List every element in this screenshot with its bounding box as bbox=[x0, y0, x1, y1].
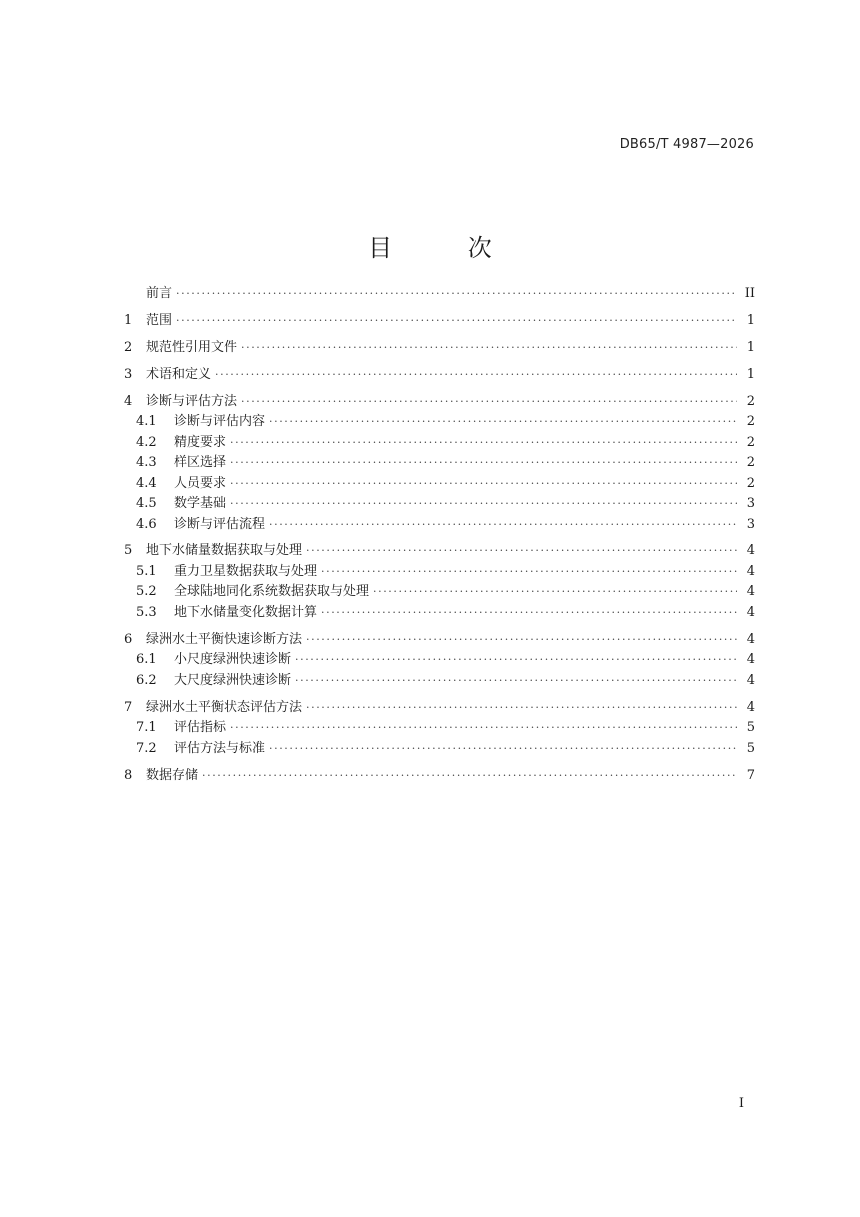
toc-entry[interactable] bbox=[124, 392, 755, 413]
toc-entry-label: 术语和定义 bbox=[146, 366, 212, 382]
toc-entry-page: II bbox=[744, 286, 755, 301]
toc-leader-dots bbox=[176, 311, 737, 332]
toc-leader-dots bbox=[373, 582, 737, 603]
toc-entry-page: 4 bbox=[746, 631, 755, 647]
toc-entry-page: 1 bbox=[746, 366, 755, 382]
toc-entry-page: 1 bbox=[746, 312, 755, 328]
toc-entry-label: 诊断与评估内容 bbox=[174, 414, 266, 430]
toc-entry[interactable] bbox=[124, 453, 755, 474]
toc-entry-page: 4 bbox=[746, 584, 755, 600]
toc-entry[interactable] bbox=[124, 541, 755, 562]
toc-leader-dots bbox=[306, 630, 737, 651]
toc-entry-label: 数据存储 bbox=[146, 767, 199, 783]
toc-entry[interactable] bbox=[124, 311, 755, 332]
toc-leader-dots bbox=[241, 392, 737, 413]
toc-entry[interactable] bbox=[124, 338, 755, 359]
toc-entry-number: 6 bbox=[124, 631, 133, 647]
toc-entry-label: 评估指标 bbox=[174, 720, 227, 736]
toc-entry-label: 小尺度绿洲快速诊断 bbox=[174, 652, 292, 668]
toc-entry-page: 1 bbox=[746, 339, 755, 355]
toc-leader-dots bbox=[269, 739, 737, 760]
toc-entry[interactable] bbox=[124, 412, 755, 433]
toc-entry-page: 3 bbox=[746, 496, 755, 512]
toc-leader-dots bbox=[321, 603, 737, 624]
toc-entry-label: 前言 bbox=[146, 286, 173, 301]
toc-entry[interactable] bbox=[124, 365, 755, 386]
toc-entry-number: 8 bbox=[124, 767, 133, 783]
toc-entry-label: 绿洲水土平衡状态评估方法 bbox=[146, 699, 303, 715]
toc-entry[interactable] bbox=[124, 433, 755, 454]
toc-entry[interactable] bbox=[124, 766, 755, 787]
toc-entry-label: 重力卫星数据获取与处理 bbox=[174, 563, 318, 579]
document-code: DB65/T 4987—2026 bbox=[619, 137, 754, 152]
toc-entry-page: 4 bbox=[746, 652, 755, 668]
toc-entry-label: 诊断与评估流程 bbox=[174, 516, 266, 532]
toc-entry-label: 精度要求 bbox=[174, 434, 227, 450]
toc-entry-number: 5.3 bbox=[136, 604, 157, 620]
toc-entry-page: 4 bbox=[746, 699, 755, 715]
toc-entry-page: 2 bbox=[746, 393, 755, 409]
toc-entry-label: 数学基础 bbox=[174, 496, 227, 512]
toc-entry-number: 7 bbox=[124, 699, 133, 715]
toc-entry[interactable] bbox=[124, 515, 755, 536]
toc-entry-number: 5.2 bbox=[136, 584, 157, 600]
footer-page-number: I bbox=[738, 1096, 744, 1111]
toc-entry-number: 7.1 bbox=[136, 720, 157, 736]
toc-entry[interactable] bbox=[124, 718, 755, 739]
toc-leader-dots bbox=[215, 365, 737, 386]
toc-entry[interactable] bbox=[124, 494, 755, 515]
toc-leader-dots bbox=[176, 284, 737, 305]
toc-entry[interactable] bbox=[124, 630, 755, 651]
toc-entry[interactable] bbox=[124, 739, 755, 760]
toc-leader-dots bbox=[269, 412, 737, 433]
toc-entry-page: 3 bbox=[746, 516, 755, 532]
toc-entry-number: 4.2 bbox=[136, 434, 157, 450]
toc-entry-number: 3 bbox=[124, 366, 133, 382]
toc-entry-page: 2 bbox=[746, 455, 755, 471]
toc-leader-dots bbox=[202, 766, 737, 787]
toc-entry-label: 评估方法与标准 bbox=[174, 740, 266, 756]
toc-leader-dots bbox=[230, 433, 737, 454]
toc-leader-dots bbox=[306, 541, 737, 562]
toc-entry-number: 6.2 bbox=[136, 672, 157, 688]
toc-entry-page: 4 bbox=[746, 543, 755, 559]
toc-entry[interactable] bbox=[124, 650, 755, 671]
toc-entry-label: 绿洲水土平衡快速诊断方法 bbox=[146, 631, 303, 647]
table-of-contents bbox=[124, 284, 755, 786]
toc-entry-label: 地下水储量数据获取与处理 bbox=[146, 543, 303, 559]
toc-leader-dots bbox=[230, 718, 737, 739]
toc-leader-dots bbox=[230, 453, 737, 474]
toc-entry-label: 人员要求 bbox=[174, 475, 227, 491]
toc-leader-dots bbox=[321, 562, 737, 583]
toc-leader-dots bbox=[295, 650, 737, 671]
toc-entry-label: 地下水储量变化数据计算 bbox=[174, 604, 318, 620]
toc-leader-dots bbox=[295, 671, 737, 692]
toc-entry[interactable] bbox=[124, 698, 755, 719]
toc-entry-page: 4 bbox=[746, 563, 755, 579]
toc-entry-number: 2 bbox=[124, 339, 133, 355]
toc-entry-number: 4 bbox=[124, 393, 133, 409]
toc-entry-label: 样区选择 bbox=[174, 455, 227, 471]
toc-entry-number: 7.2 bbox=[136, 740, 157, 756]
toc-leader-dots bbox=[241, 338, 737, 359]
toc-entry-label: 诊断与评估方法 bbox=[146, 393, 238, 409]
toc-entry-number: 4.4 bbox=[136, 475, 157, 491]
toc-entry-number: 1 bbox=[124, 312, 133, 328]
toc-entry[interactable] bbox=[124, 671, 755, 692]
toc-leader-dots bbox=[230, 474, 737, 495]
toc-entry-page: 4 bbox=[746, 672, 755, 688]
toc-entry-label: 范围 bbox=[146, 312, 173, 328]
toc-entry-label: 大尺度绿洲快速诊断 bbox=[174, 672, 292, 688]
toc-entry-number: 4.3 bbox=[136, 455, 157, 471]
toc-entry-page: 5 bbox=[746, 720, 755, 736]
toc-entry[interactable] bbox=[124, 603, 755, 624]
toc-entry-number: 5.1 bbox=[136, 563, 157, 579]
toc-entry[interactable] bbox=[124, 562, 755, 583]
toc-entry-label: 全球陆地同化系统数据获取与处理 bbox=[174, 584, 370, 600]
toc-entry-number: 4.5 bbox=[136, 496, 157, 512]
toc-entry-number: 5 bbox=[124, 543, 133, 559]
toc-entry-number: 4.1 bbox=[136, 414, 157, 430]
toc-entry[interactable] bbox=[124, 474, 755, 495]
toc-entry-label: 规范性引用文件 bbox=[146, 339, 238, 355]
toc-entry[interactable] bbox=[124, 284, 755, 305]
toc-entry-number: 6.1 bbox=[136, 652, 157, 668]
toc-entry-page: 7 bbox=[746, 767, 755, 783]
toc-entry-page: 2 bbox=[746, 475, 755, 491]
toc-entry-page: 2 bbox=[746, 414, 755, 430]
toc-entry-page: 4 bbox=[746, 604, 755, 620]
toc-leader-dots bbox=[230, 494, 737, 515]
toc-leader-dots bbox=[306, 698, 737, 719]
toc-title: 目 次 bbox=[368, 234, 526, 263]
toc-leader-dots bbox=[269, 515, 737, 536]
toc-entry-page: 2 bbox=[746, 434, 755, 450]
toc-entry[interactable] bbox=[124, 582, 755, 603]
toc-entry-number: 4.6 bbox=[136, 516, 157, 532]
toc-entry-page: 5 bbox=[746, 740, 755, 756]
